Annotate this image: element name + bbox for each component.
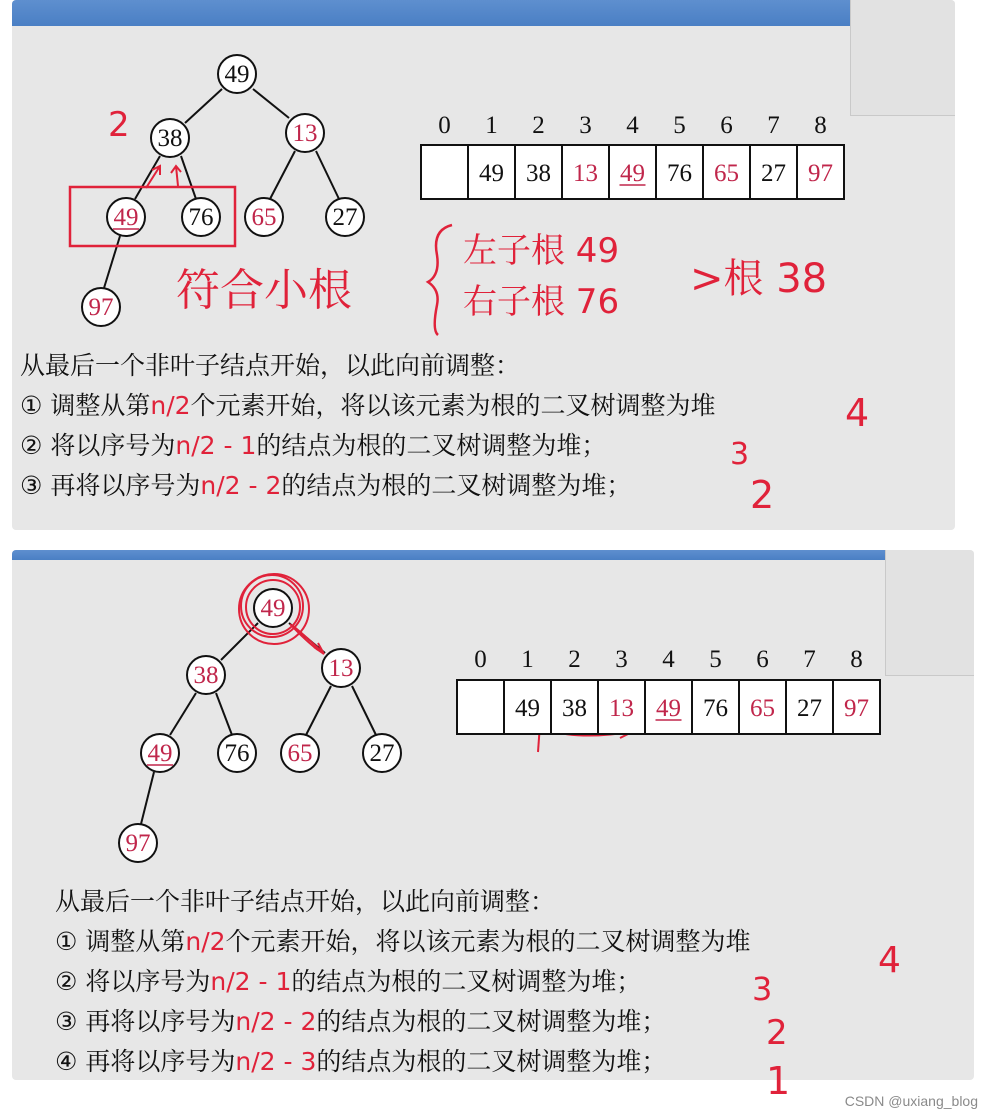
tree2-node-5	[218, 734, 256, 772]
array1-index-0: 0	[438, 112, 451, 139]
array2-index-0: 0	[474, 646, 487, 673]
array2-cell-value: 49	[656, 695, 681, 722]
array2-index-3: 3	[615, 646, 628, 673]
array1-cell-value: 27	[761, 160, 786, 187]
edge2-49-38	[221, 623, 258, 660]
array2-index-7: 7	[803, 646, 816, 673]
tree2-node-value: 49	[260, 595, 286, 622]
tree2-node-2	[187, 656, 225, 694]
hand2-label-step4: 4	[878, 940, 901, 981]
tree2-node-7	[363, 734, 401, 772]
array2-cells	[457, 680, 880, 734]
edge2-13-65	[306, 686, 331, 735]
array2-cell-value: 27	[797, 695, 822, 722]
array2-cell-value: 65	[750, 695, 775, 722]
hand-brace	[428, 225, 452, 335]
array1-index-3: 3	[579, 112, 592, 139]
hand-label-gt-root: >根 38	[690, 256, 828, 302]
tree2-node-value: 27	[369, 740, 395, 767]
array2-cell-value: 97	[844, 695, 869, 722]
tree1-node-8	[82, 288, 120, 326]
hand-label-fits-min-root: 符合小根	[176, 265, 352, 316]
array1-cell-8	[797, 145, 844, 199]
array2-index-8: 8	[850, 646, 863, 673]
array1-cell-value: 49	[620, 160, 645, 187]
array2-cell-1	[504, 680, 551, 734]
array1-index-2: 2	[532, 112, 545, 139]
array2-indices	[474, 646, 863, 673]
array2-cell-8	[833, 680, 880, 734]
array2-cell-0	[457, 680, 504, 734]
tree2-node-value: 65	[287, 740, 313, 767]
hand-label-step4: 4	[845, 391, 870, 435]
hand2-label-step2: 2	[766, 1013, 788, 1053]
edge2-13-27	[352, 686, 376, 735]
edge2-38-76	[216, 693, 232, 735]
description-line-5: ④ 再将以序号为n/2 - 3的结点为根的二叉树调整为堆；	[55, 1047, 667, 1076]
description-line-4: ③ 再将以序号为n/2 - 2的结点为根的二叉树调整为堆；	[55, 1007, 667, 1036]
array1-cell-value: 38	[526, 160, 551, 187]
tree2-node-4	[141, 734, 179, 772]
array1-cell-value: 65	[714, 160, 739, 187]
edge-49-38	[185, 89, 222, 123]
array2-index-4: 4	[662, 646, 675, 673]
tree1-node-value: 97	[88, 294, 114, 321]
hand-label-right-root: 右子根 76	[463, 282, 620, 322]
description-line-3: ② 将以序号为n/2 - 1的结点为根的二叉树调整为堆；	[20, 431, 607, 460]
tree2-node-3	[322, 649, 360, 687]
description-line-4: ③ 再将以序号为n/2 - 2的结点为根的二叉树调整为堆；	[20, 471, 632, 500]
tree1-node-value: 49	[224, 61, 250, 88]
tree2-node-value: 13	[328, 655, 354, 682]
array1-cell-value: 97	[808, 160, 833, 187]
edge-49-13	[253, 89, 289, 118]
description-line-1: 从最后一个非叶子结点开始，以此向前调整：	[55, 887, 556, 916]
edge-38-76	[181, 156, 196, 199]
slide-bottom-description	[55, 882, 751, 1082]
array2-index-6: 6	[756, 646, 769, 673]
array1-cell-value: 49	[479, 160, 504, 187]
tree1-node-7	[326, 198, 364, 236]
tree2-node-1	[254, 589, 292, 627]
slide-top-description	[20, 346, 716, 506]
array2-cell-value: 49	[515, 695, 540, 722]
tree2-node-8	[119, 824, 157, 862]
array1-index-6: 6	[720, 112, 733, 139]
description-line-2: ① 调整从第n/2个元素开始，将以该元素为根的二叉树调整为堆	[55, 927, 751, 956]
array1-index-7: 7	[767, 112, 780, 139]
watermark: CSDN @uxiang_blog	[844, 1093, 978, 1109]
array1-cell-4	[609, 145, 656, 199]
array1-cell-6	[703, 145, 750, 199]
tree1-node-1	[218, 55, 256, 93]
array2-cell-value: 38	[562, 695, 587, 722]
array2-cell-7	[786, 680, 833, 734]
tree2-node-value: 76	[224, 740, 250, 767]
tree2-node-value: 49	[147, 740, 173, 767]
edge-13-65	[270, 151, 295, 199]
edge-49-97	[104, 236, 120, 288]
edge2-49-97	[141, 772, 154, 824]
tree2-node-value: 38	[193, 662, 219, 689]
array2-cell-value: 13	[609, 695, 634, 722]
tree2-node-value: 97	[125, 830, 151, 857]
edge2-38-49	[170, 693, 196, 735]
array1-cell-value: 76	[667, 160, 692, 187]
tree2-node-6	[281, 734, 319, 772]
array1-cell-0	[421, 145, 468, 199]
tree1-node-value: 49	[113, 204, 139, 231]
array1-index-1: 1	[485, 112, 498, 139]
hand-label-left-root: 左子根 49	[463, 231, 620, 271]
tree1-node-5	[182, 198, 220, 236]
array2-cell-6	[739, 680, 786, 734]
array1-cell-7	[750, 145, 797, 199]
hand-label-2: 2	[108, 105, 130, 145]
hand2-label-step3: 3	[752, 970, 773, 1008]
array1-index-5: 5	[673, 112, 686, 139]
array1-cells	[421, 145, 844, 199]
tree1-node-value: 76	[188, 204, 214, 231]
tree1-node-value: 13	[292, 120, 318, 147]
hand2-label-step1: 1	[766, 1059, 791, 1100]
array2-cell-value: 76	[703, 695, 728, 722]
array1-cell-3	[562, 145, 609, 199]
tree1-node-3	[286, 114, 324, 152]
hand-label-step3: 3	[730, 437, 750, 472]
array1-index-4: 4	[626, 112, 639, 139]
array2-index-5: 5	[709, 646, 722, 673]
tree1-node-2	[151, 119, 189, 157]
tree1-node-value: 65	[251, 204, 277, 231]
array1-indices	[438, 112, 827, 139]
edge-38-49	[135, 156, 160, 199]
array1-cell-5	[656, 145, 703, 199]
tree1-node-value: 38	[157, 125, 183, 152]
array1-index-8: 8	[814, 112, 827, 139]
handwritten-annotations-2	[752, 940, 901, 1100]
tree1-node-4	[107, 198, 145, 236]
description-line-2: ① 调整从第n/2个元素开始，将以该元素为根的二叉树调整为堆	[20, 391, 716, 420]
array2-index-1: 1	[521, 646, 534, 673]
array1-cell-1	[468, 145, 515, 199]
array1-cell-2	[515, 145, 562, 199]
array2-cell-2	[551, 680, 598, 734]
array1-cell-value: 13	[573, 160, 598, 187]
tree1-node-6	[245, 198, 283, 236]
edge-13-27	[316, 151, 339, 199]
array2-index-2: 2	[568, 646, 581, 673]
hand-label-step2: 2	[750, 473, 775, 517]
description-line-3: ② 将以序号为n/2 - 1的结点为根的二叉树调整为堆；	[55, 967, 642, 996]
tree1-node-value: 27	[332, 204, 358, 231]
array2-cell-3	[598, 680, 645, 734]
array2-cell-5	[692, 680, 739, 734]
array2-cell-4	[645, 680, 692, 734]
description-line-1: 从最后一个非叶子结点开始，以此向前调整：	[20, 351, 521, 380]
